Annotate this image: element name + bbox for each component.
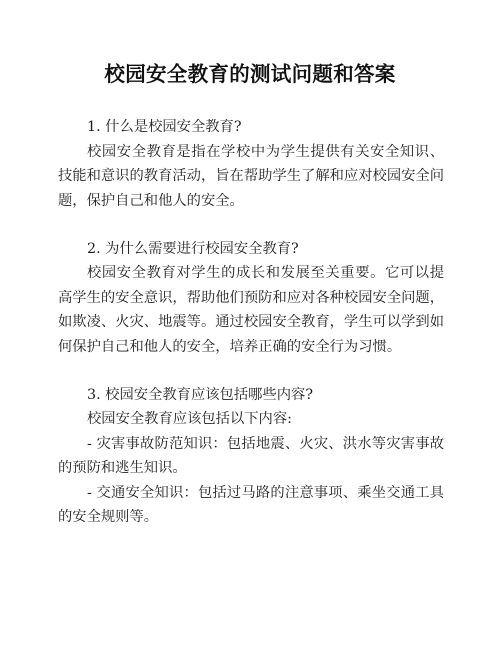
qa-section-3 — [58, 383, 444, 530]
qa-section-2 — [58, 237, 444, 360]
question-3: 3. 校园安全教育应该包括哪些内容? — [87, 386, 314, 403]
document-title: 校园安全教育的测试问题和答案 — [104, 62, 396, 86]
question-2: 2. 为什么需要进行校园安全教育? — [87, 240, 299, 257]
answer-2: 校园安全教育对学生的成长和发展至关重要。它可以提高学生的安全意识，帮助他们预防和应对各种校园安全问题，如欺凌、火灾、地震等。通过校园安全教育，学生可以学到如何保护自己和他人的安全，培养正确的安全行为习惯。 — [58, 265, 445, 355]
list-item: - 灾害事故防范知识：包括地震、火灾、洪水等灾害事故的预防和逃生知识。 — [58, 435, 444, 476]
qa-section-1 — [58, 115, 444, 213]
answer-3: 校园安全教育应该包括以下内容: — [87, 411, 292, 427]
answer-1: 校园安全教育是指在学校中为学生提供有关安全知识、技能和意识的教育活动，旨在帮助学生了解和应对校园安全问题，保护自己和他人的安全。 — [58, 143, 445, 209]
question-1: 1. 什么是校园安全教育? — [87, 119, 242, 135]
list-item: - 交通安全知识：包括过马路的注意事项、乘坐交通工具的安全规则等。 — [58, 484, 444, 525]
document-body — [58, 115, 444, 530]
